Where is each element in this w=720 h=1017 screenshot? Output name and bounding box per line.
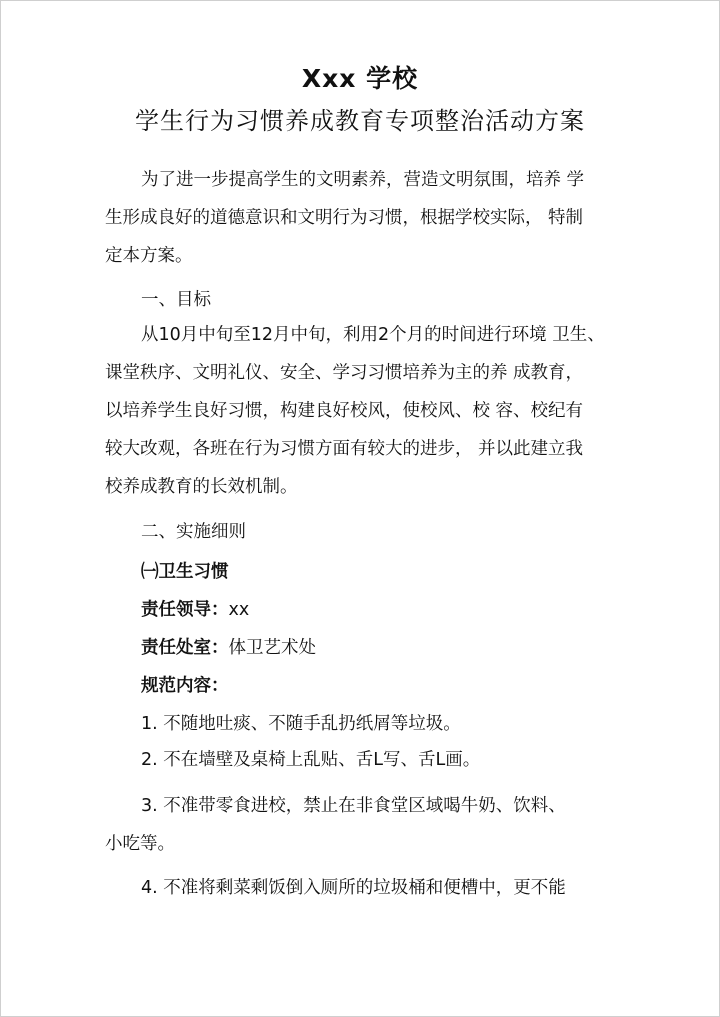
office-label: 责任处室： <box>141 638 229 658</box>
document-title: 学生行为习惯养成教育专项整治活动方案 <box>135 107 585 135</box>
norm-item-3-line: 3. 不准带零食进校，禁止在非食堂区域喝牛奶、饮料、 <box>141 796 566 816</box>
section1-line: 课堂秩序、文明礼仪、安全、学习习惯培养为主的养 成教育， <box>105 363 584 383</box>
norms-label: 规范内容： <box>141 676 229 696</box>
norm-item-3 <box>105 787 625 863</box>
intro-paragraph <box>105 161 625 275</box>
norm-item-1: 1. 不随地吐痰、不随手乱扔纸屑等垃圾。 <box>141 714 461 734</box>
norm-item-2: 2. 不在墙壁及桌椅上乱贴、舌L写、舌L画。 <box>141 750 481 770</box>
norm-item-3-line: 小吃等。 <box>105 834 175 854</box>
section2-heading: 二、实施细则 <box>141 522 246 542</box>
section1-line: 较大改观，各班在行为习惯方面有较大的进步， 并以此建立我 <box>105 439 584 459</box>
intro-line: 生形成良好的道德意识和文明行为习惯，根据学校实际， 特制 <box>105 208 584 228</box>
office-row <box>105 629 625 667</box>
section1-heading: 一、目标 <box>141 290 211 310</box>
school-name: Xxx 学校 <box>301 64 419 93</box>
leader-value: xx <box>228 600 250 620</box>
section1-paragraph <box>105 316 625 506</box>
intro-line: 为了进一步提高学生的文明素养，营造文明氛围，培养 学 <box>141 170 585 190</box>
hygiene-subheading: ㈠卫生习惯 <box>141 562 229 582</box>
leader-label: 责任领导： <box>141 600 229 620</box>
norm-item-4: 4. 不准将剩菜剩饭倒入厕所的垃圾桶和便槽中，更不能 <box>141 878 566 898</box>
section1-line: 从10月中旬至12月中旬，利用2个月的时间进行环境 卫生、 <box>141 325 605 345</box>
intro-line: 定本方案。 <box>105 246 193 266</box>
section1-line: 校养成教育的长效机制。 <box>105 477 298 497</box>
leader-row <box>105 591 625 629</box>
section1-line: 以培养学生良好习惯，构建良好校风，使校风、校 容、校纪有 <box>105 401 584 421</box>
office-value: 体卫艺术处 <box>228 638 316 658</box>
